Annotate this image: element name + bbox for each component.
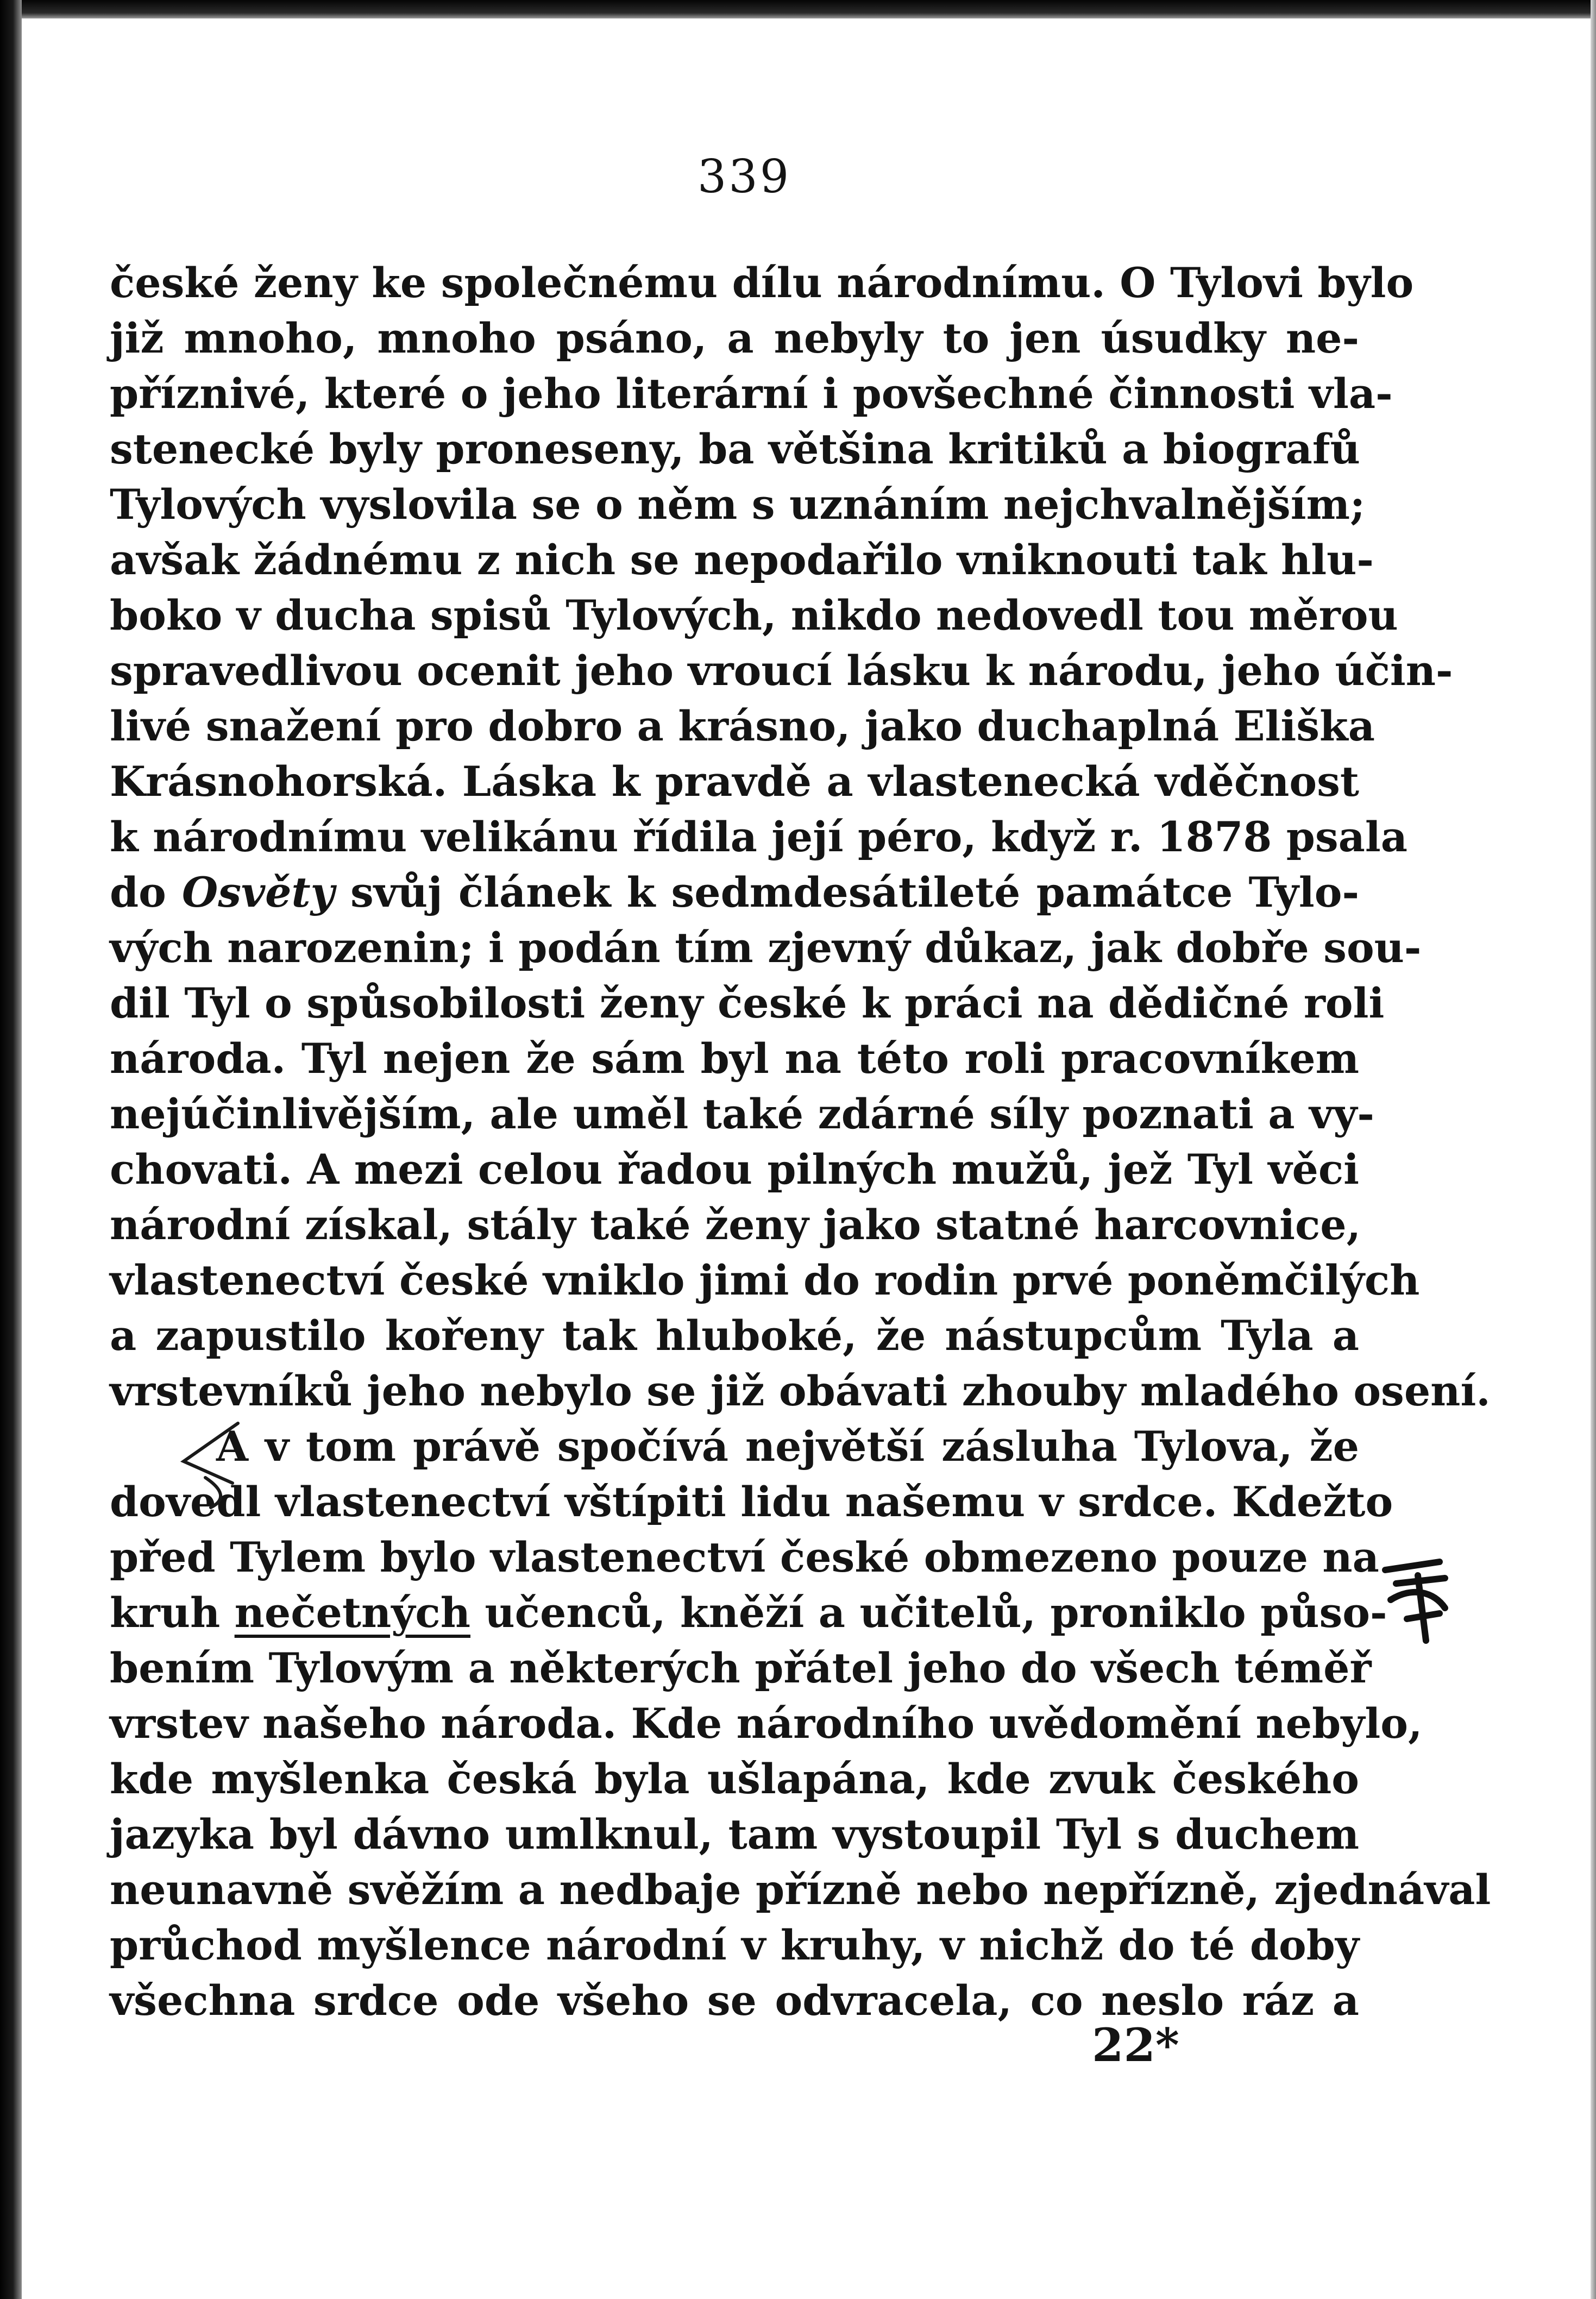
underlined-word: nečetných [234,1588,470,1637]
text-line: avšak žádnému z nich se nepodařilo vniknouti tak hlu- [110,536,1374,584]
text-line: příznivé, které o jeho literární i povšechné činnosti vla- [110,369,1393,418]
text-line: spravedlivou ocenit jeho vroucí lásku k národu, jeho účin- [110,646,1453,695]
page-number: 339 [697,150,791,203]
text-line: neunavně svěžím a nedbaje přízně nebo nepřízně, zjednával [110,1865,1491,1914]
text-line: vých narozenin; i podán tím zjevný důkaz, jak dobře sou- [110,924,1422,972]
text-line: průchod myšlence národní v kruhy, v nichž do té doby [110,1921,1359,1969]
text-line: stenecké byly proneseny, ba většina kritiků a biografů [110,425,1360,473]
text-line: dil Tyl o spůsobilosti ženy české k práci na dědičné roli [110,979,1385,1027]
text-line: kruh nečetných učenců, kněží a učitelů, proniklo půso- [110,1588,1387,1637]
scan-right-edge [1591,0,1596,2299]
text-line: již mnoho, mnoho psáno, a nebyly to jen úsudky ne- [110,314,1359,362]
text-line: bením Tylovým a některých přátel jeho do všech téměř [110,1644,1372,1692]
text-line: Krásnohorská. Láska k pravdě a vlastenecká vděčnost [110,757,1359,806]
text-line: nejúčinlivějším, ale uměl také zdárné síly poznati a vy- [110,1090,1374,1138]
text-line: kde myšlenka česká byla ušlapána, kde zvuk českého [110,1755,1359,1803]
text-line: vrstevníků jeho nebylo se již obávati zhouby mladého osení. [110,1367,1491,1415]
body-text [110,255,1491,2028]
text-line: Tylových vyslovila se o něm s uznáním nejchvalnějším; [110,480,1366,529]
text-line: národní získal, stály také ženy jako statné harcovnice, [110,1201,1361,1249]
text-line: české ženy ke společnému dílu národnímu. O Tylovi bylo [110,259,1414,307]
text-line: a zapustilo kořeny tak hluboké, že nástupcům Tyla a [110,1311,1359,1360]
handwritten-margin-note-icon [1374,1554,1456,1646]
text-line: chovati. A mezi celou řadou pilných mužů, jež Tyl věci [110,1145,1359,1194]
text-line: před Tylem bylo vlastenectví české obmezeno pouze na [110,1533,1379,1581]
text-line: všechna srdce ode všeho se odvracela, co neslo ráz a [110,1976,1359,2025]
text-line: vlastenectví české vniklo jimi do rodin prvé poněmčilých [110,1256,1420,1304]
text-line: vrstev našeho národa. Kde národního uvědomění nebylo, [110,1699,1423,1748]
scan-top-edge [0,0,1596,18]
journal-title: Osvěty [182,868,335,916]
text-line: jazyka byl dávno umlknul, tam vystoupil Tyl s duchem [110,1810,1359,1858]
scan-left-edge [0,0,22,2299]
text-line: dovedl vlastenectví vštípiti lidu našemu v srdce. Kdežto [110,1478,1393,1526]
text-line: boko v ducha spisů Tylových, nikdo nedovedl tou měrou [110,591,1398,639]
text-line-paragraph-start: A v tom právě spočívá největší zásluha Tylova, že [216,1422,1359,1471]
printer-signature-mark: 22* [1092,2018,1179,2072]
text-line: livé snažení pro dobro a krásno, jako duchaplná Eliška [110,702,1375,750]
text-line: do Osvěty svůj článek k sedmdesátileté památce Tylo- [110,868,1360,916]
text-line: k národnímu velikánu řídila její péro, když r. 1878 psala [110,813,1408,861]
text-line: národa. Tyl nejen že sám byl na této roli pracovníkem [110,1034,1359,1083]
handwritten-paragraph-mark [173,1418,249,1510]
